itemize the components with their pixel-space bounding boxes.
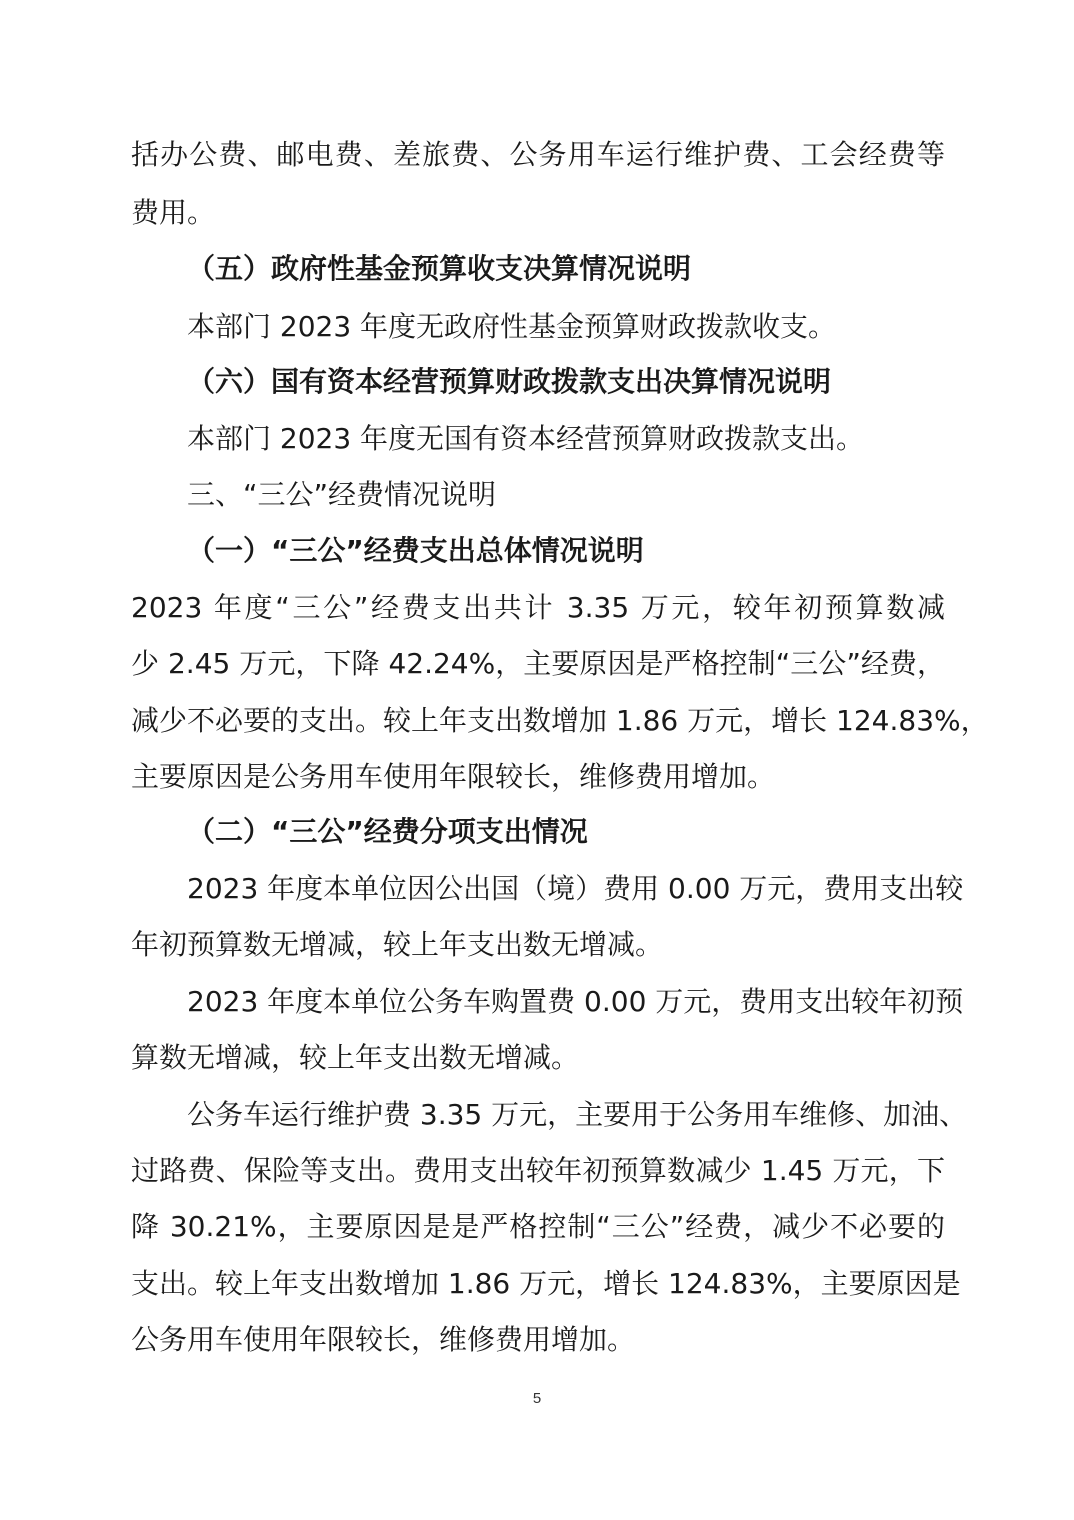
paragraph-line: 年初预算数无增减，较上年支出数无增减。 [131, 928, 664, 961]
paragraph-line: 括办公费、邮电费、差旅费、公务用车运行维护费、工会经费等 [131, 138, 945, 171]
paragraph-line: 费用。 [131, 196, 216, 229]
paragraph-line: 本部门 2023 年度无国有资本经营预算财政拨款支出。 [187, 422, 865, 455]
paragraph-line: 本部门 2023 年度无政府性基金预算财政拨款收支。 [187, 310, 837, 343]
paragraph-line: 主要原因是公务用车使用年限较长，维修费用增加。 [131, 760, 776, 793]
paragraph-line: 公务用车使用年限较长，维修费用增加。 [131, 1323, 636, 1356]
paragraph-line: 算数无增减，较上年支出数无增减。 [131, 1041, 580, 1074]
paragraph-line: 公务车运行维护费 3.35 万元，主要用于公务用车维修、加油、 [187, 1098, 968, 1131]
page-number: 5 [532, 1390, 542, 1407]
section-heading: （六）国有资本经营预算财政拨款支出决算情况说明 [187, 365, 832, 398]
paragraph-line: 2023 年度本单位因公出国（境）费用 0.00 万元，费用支出较 [187, 872, 964, 905]
paragraph-line: 2023 年度“三公”经费支出共计 3.35 万元，较年初预算数减 [131, 591, 945, 624]
paragraph-line: 2023 年度本单位公务车购置费 0.00 万元，费用支出较年初预 [187, 985, 964, 1018]
paragraph-line: 少 2.45 万元，下降 42.24%，主要原因是严格控制“三公”经费， [131, 647, 945, 680]
section-heading: （二）“三公”经费分项支出情况 [187, 815, 588, 848]
paragraph-line: 过路费、保险等支出。费用支出较年初预算数减少 1.45 万元，下 [131, 1154, 945, 1187]
paragraph-line: 减少不必要的支出。较上年支出数增加 1.86 万元，增长 124.83%， [131, 704, 989, 737]
paragraph-line: 支出。较上年支出数增加 1.86 万元，增长 124.83%，主要原因是 [131, 1267, 961, 1300]
paragraph-line: 降 30.21%，主要原因是是严格控制“三公”经费，减少不必要的 [131, 1210, 945, 1243]
section-heading: （一）“三公”经费支出总体情况说明 [187, 534, 644, 567]
section-heading: （五）政府性基金预算收支决算情况说明 [187, 252, 692, 285]
chapter-heading: 三、“三公”经费情况说明 [187, 478, 497, 511]
